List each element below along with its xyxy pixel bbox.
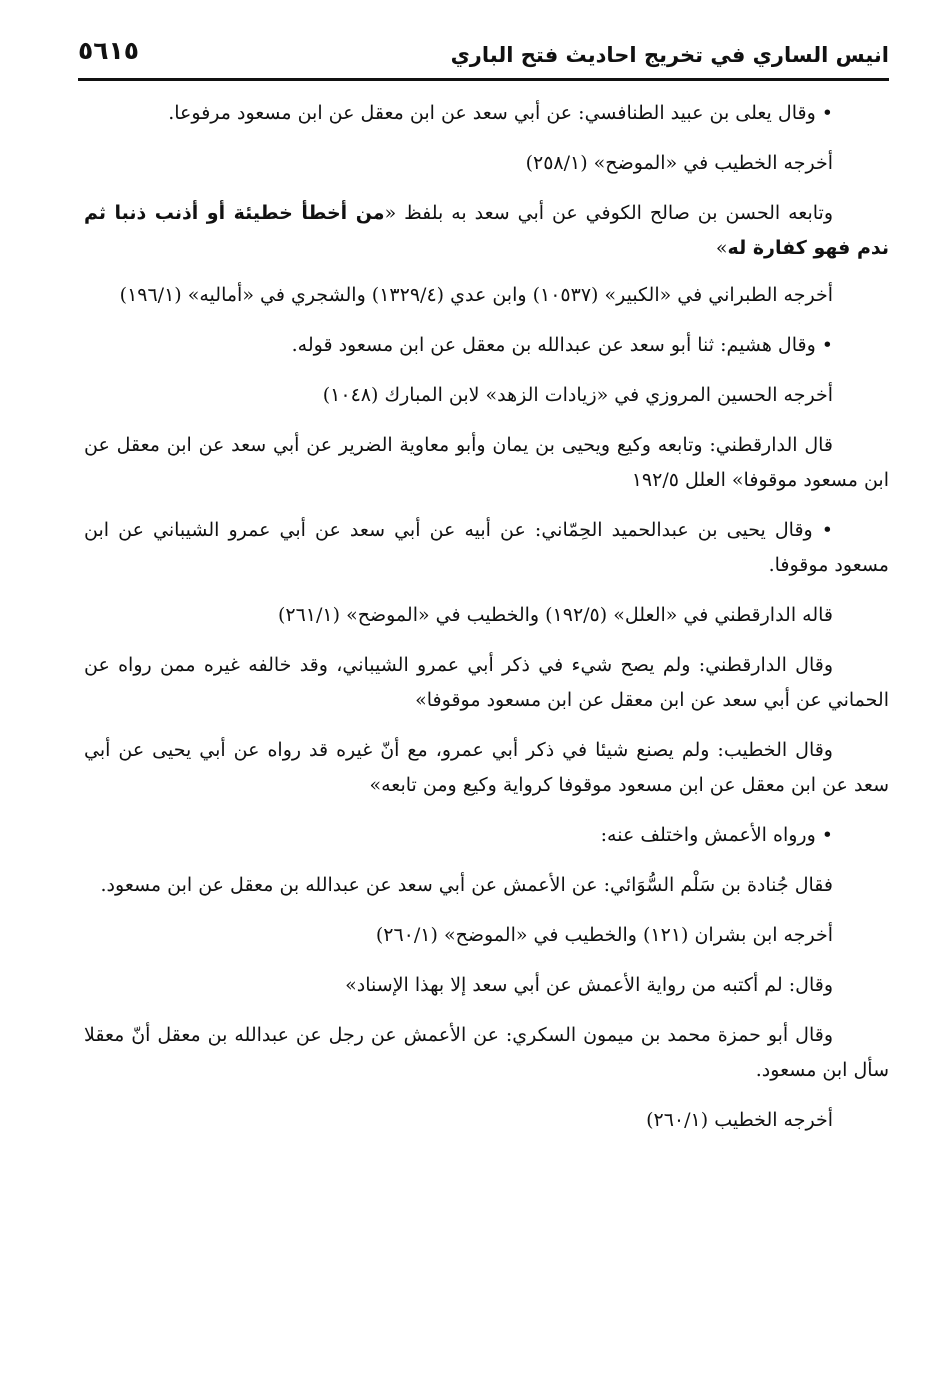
paragraph-1: • وقال يعلى بن عبيد الطنافسي: عن أبي سعد عن ابن معقل عن ابن مسعود مرفوعا. <box>168 102 833 124</box>
paragraph-13: فقال جُنادة بن سَلْم السُّوَائي: عن الأعمش عن أبي سعد عن عبدالله بن معقل عن ابن مسعود. <box>100 874 833 896</box>
paragraph-17: أخرجه الخطيب (٢٦٠/١) <box>646 1109 833 1131</box>
paragraph-16: وقال أبو حمزة محمد بن ميمون السكري: عن الأعمش عن رجل عن عبدالله بن معقل أنّ معقلا سأل ابن مسعود. <box>84 1024 889 1081</box>
paragraph-5: • وقال هشيم: ثنا أبو سعد عن عبدالله بن معقل عن ابن مسعود قوله. <box>291 334 833 356</box>
header-divider <box>78 78 889 81</box>
book-title: انيس الساري في تخريج احاديث فتح الباري <box>450 43 889 67</box>
page-number: ٥٦١٥ <box>78 36 140 65</box>
page-body <box>84 96 889 1153</box>
paragraph-12: • ورواه الأعمش واختلف عنه: <box>600 824 833 846</box>
paragraph-2: أخرجه الخطيب في «الموضح» (٢٥٨/١) <box>525 152 833 174</box>
paragraph-14: أخرجه ابن بشران (١٢١) والخطيب في «الموضح» (٢٦٠/١) <box>375 924 833 946</box>
running-header <box>78 30 889 76</box>
paragraph-6: أخرجه الحسين المروزي في «زيادات الزهد» لابن المبارك (١٠٤٨) <box>322 384 833 406</box>
paragraph-3: وتابعه الحسن بن صالح الكوفي عن أبي سعد به بلفظ «من أخطأ خطيئة أو أذنب ذنبا ثم ندم فهو كفارة له» <box>84 202 889 259</box>
paragraph-15: وقال: لم أكتبه من رواية الأعمش عن أبي سعد إلا بهذا الإسناد» <box>345 974 833 996</box>
paragraph-8: • وقال يحيى بن عبدالحميد الحِمّاني: عن أبيه عن أبي سعد عن أبي عمرو الشيباني عن ابن مسعود موقوفا. <box>84 519 889 576</box>
hadith-text-bold: من أخطأ خطيئة أو أذنب ذنبا ثم ندم فهو كفارة له <box>84 202 889 259</box>
paragraph-9: قاله الدارقطني في «العلل» (١٩٢/٥) والخطيب في «الموضح» (٢٦١/١) <box>277 604 833 626</box>
paragraph-4: أخرجه الطبراني في «الكبير» (١٠٥٣٧) وابن عدي (١٣٢٩/٤) والشجري في «أماليه» (١٩٦/١) <box>119 284 833 306</box>
paragraph-7: قال الدارقطني: وتابعه وكيع ويحيى بن يمان وأبو معاوية الضرير عن أبي سعد عن ابن معقل عن ابن مسعود موقوفا» العلل ١٩٢/٥ <box>84 434 889 491</box>
paragraph-11: وقال الخطيب: ولم يصنع شيئا في ذكر أبي عمرو، مع أنّ غيره قد رواه عن أبي يحيى عن أبي سعد عن ابن معقل عن ابن مسعود موقوفا كرواية وكيع ومن تابعه» <box>84 739 889 796</box>
paragraph-10: وقال الدارقطني: ولم يصح شيء في ذكر أبي عمرو الشيباني، وقد خالفه غيره ممن رواه عن الحماني عن أبي سعد عن ابن معقل عن ابن مسعود موقوفا» <box>84 654 889 711</box>
